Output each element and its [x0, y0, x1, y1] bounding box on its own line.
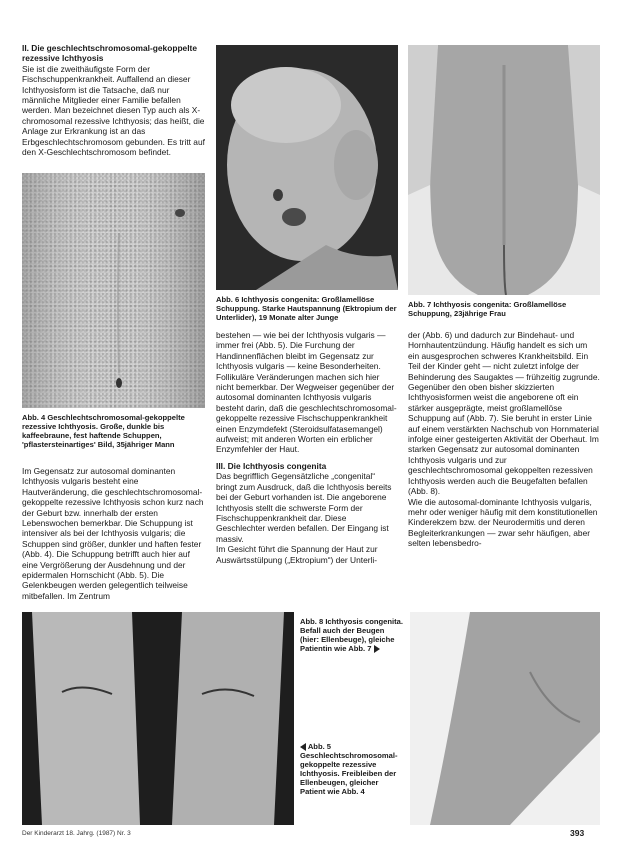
column-2-paragraph-1: bestehen — wie bei der Ichthyosis vulgaris — immer frei (Abb. 5). Die Furchung der Handinnenflächen bleibt im Gegensatz zur Ichthyosis vulgaris — keine Besonderheiten. Follikuläre Veränderungen machen sich hier nicht bemerkbar. Der Wegweiser gegenüber der autosomal dominanten Ichthyosis vulgaris besteht darin, daß die geschlechtschromosomal-gekoppelte rezessive Fischschuppenkrankheit einen Enzymdefekt (Steroidsulfatasemangel) aufweist; mit anderen Worten ein erblicher Enzymfehler der Haut. — [216, 330, 397, 455]
figure-7-photo — [408, 45, 600, 295]
page-number: 393 — [570, 828, 585, 838]
figure-4-caption: Abb. 4 Geschlechtschromosomal-gekoppelte rezessive Ichthyosis. Große, dunkle bis kaffeebraune, fest haftende Schuppen, 'pflastersteinartiges' Bild, 35jähriger Mann — [22, 413, 185, 449]
arm-illustration — [410, 612, 600, 825]
figure-8-photo — [410, 612, 600, 825]
figure-5-photo — [22, 612, 294, 825]
column-3-paragraph-1: der (Abb. 6) und dadurch zur Bindehaut- und Hornhautentzündung. Häufig handelt es sich um ein ausgesprochen schweres Krankheitsbild. Ein Teil der Kinder geht — nicht zuletzt infolge der Behinderung des Saugaktes — frühzeitig zugrunde. Gegenüber den oben bisher skizzierten Ichthyosisformen weist die angeborene oft ein stärker ausgeprägte, meist großlamellöse Schuppung auf (Abb. 7). Sie beruht in erster Linie auf einem verstärkten Nachschub von Hornmaterial infolge einer gesteigerten Aktivität der Oberhaut. Im starken Gegensatz zur autosomal dominanten Ichthyosis vulgaris und zur geschlechtschromosomal gekoppelten rezessiven Ichthyosis werden auch die Beugefalten befallen (Abb. 8). — [408, 330, 600, 497]
figure-4-photo — [22, 173, 205, 408]
figure-8-caption-block — [300, 617, 404, 653]
figure-5-caption-block — [300, 742, 404, 796]
section-heading-congenita: III. Die Ichthyosis congenita — [216, 460, 327, 471]
figure-5-caption: Abb. 5 Geschlechtschromosomal-gekoppelte rezessive Ichthyosis. Freibleiben der Ellenbeugen, gleicher Patient wie Abb. 4 — [300, 742, 398, 796]
footer-journal: Der Kinderarzt 18. Jahrg. (1987) Nr. 3 — [22, 830, 131, 837]
column-2-paragraph-3: Im Gesicht führt die Spannung der Haut zur Auswärtsstülpung („Ektropium“) der Unterli- — [216, 544, 378, 565]
column-3-paragraph-2: Wie die autosomal-dominante Ichthyosis vulgaris, mehr oder weniger häufig mit dem konstitutionellen Kinderekzem bzw. der Neurodermitis und deren Begleiterkrankungen — zwar sehr häufigen, aber selten lebensbedro- — [408, 496, 598, 549]
elbows-illustration — [22, 612, 294, 825]
back-illustration — [408, 45, 600, 295]
figure-6-photo — [216, 45, 398, 290]
column-1-body: Im Gegensatz zur autosomal dominanten Ichthyosis vulgaris besteht eine Hautveränderung, die geschlechtschromosomal-gekoppelte rezessive Ichthyosis schon kurz nach der Geburt bzw. innerhalb der ersten Lebenswochen bemerkbar. Die Schuppung ist intensiver als bei der Ichthyosis vulgaris; die Schuppen sind größer, dunkler und haften fester (Abb. 4). Die Schuppung betrifft auch hier auf eine Vergrößerung der Ausdehnung und der epidermalen Hornschicht (Abb. 5). Die Gelenkbeugen werden gelegentlich teilweise mitbefallen. Im Zentrum — [22, 466, 204, 601]
section-heading-x-linked: II. Die geschlechtschromosomal-gekoppelte rezessive Ichthyosis — [22, 43, 197, 64]
column-3-body — [408, 330, 600, 549]
column-2-paragraph-2: Das begrifflich Gegensätzliche „congenital“ bringt zum Ausdruck, daß die Ichthyosis bereits bei der Geburt vorhanden ist. Die angeborene Ichthyosis stellt die schwerste Form der Fischschuppenkrankheit dar. Diese Geschlechter werden befallen. Der Eingang ist massiv. — [216, 471, 392, 544]
figure-6-caption: Abb. 6 Ichthyosis congenita: Großlamellöse Schuppung. Starke Hautspannung (Ektropium der Unterlider), 19 Monate alter Junge — [216, 295, 397, 322]
arrow-left-icon — [300, 743, 306, 751]
arrow-right-icon — [374, 645, 380, 653]
torso-illustration — [22, 173, 205, 408]
figure-7-caption: Abb. 7 Ichthyosis congenita: Großlamellöse Schuppung, 23jährige Frau — [408, 300, 567, 318]
intro-section — [22, 43, 205, 157]
figure-8-caption: Abb. 8 Ichthyosis congenita. Befall auch der Beugen (hier: Ellenbeuge), gleiche Patientin wie Abb. 7 — [300, 617, 403, 653]
column-2-body — [216, 330, 398, 565]
child-face-illustration — [216, 45, 398, 290]
intro-paragraph: Sie ist die zweithäufigste Form der Fischschuppenkrankheit. Auffallend an dieser Ichthyosisform ist die Tatsache, daß nur männliche Mitglieder einer Familie befallen werden. Man bezeichnet diesen Typ auch als X-chromosomal rezessive Ichthyosis; das heißt, die Anlage zur Erkrankung ist an das Erbgeschlechtschromosom gebunden. Es tritt auf den X-Geschlechtschromosom befindet. — [22, 63, 205, 158]
